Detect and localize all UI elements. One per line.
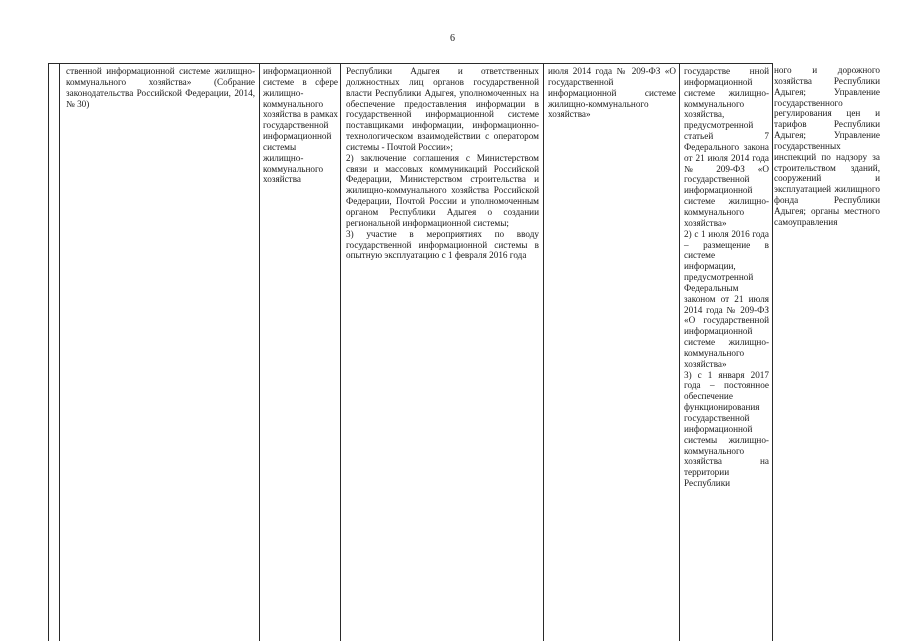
table-column-4	[341, 64, 544, 641]
table-cell-7: ного и дорожного хозяйства Республики Адыгея; Управление государственного регулирования цен и тарифов Республики Адыгея; Управление государственных инспекций по надзору за строительством зданий, сооружений и эксплуатацией жилищного фонда Республики Адыгея; органы местного самоуправления	[774, 65, 880, 227]
table-column-5	[544, 64, 680, 641]
document-table	[48, 63, 773, 641]
table-cell-3: информационной системе в сфере жилищно-коммунального хозяйства в рамках государственной информационной системы жилищно-коммунального хозяйства	[263, 66, 338, 185]
table-cell-4: Республики Адыгея и ответственных должностных лиц органов государственной власти Республики Адыгея, уполномоченных на обеспечение предоставления информации в государственной информационной системе поставщиками информации, информационно-технологическом взаимодействии с оператором системы - Почтой России»; 2) заключение соглашения с Министерством связи и массовых коммуникаций Российской Федерации, Министерством строительства и жилищно-коммунального хозяйства Российской Федерации, Почтой России и уполномоченным органом Республики Адыгея о создании региональной информационной системы; 3) участие в мероприятиях по вводу государственной информационной системы в опытную эксплуатацию с 1 февраля 2016 года	[346, 66, 539, 261]
table-column-2	[60, 64, 260, 641]
table-column-1	[49, 64, 60, 641]
table-cell-2: ственной информационной системе жилищно-коммунального хозяйства» (Собрание законодательства Российской Федерации, 2014, № 30)	[66, 66, 255, 109]
page-number: 6	[450, 33, 455, 44]
table-cell-6: государстве нной информационной системе жилищно-коммунального хозяйства, предусмотренной статьей 7 Федерального закона от 21 июля 2014 года № 209-ФЗ «О государственной информационной системе жилищно-коммунального хозяйства» 2) с 1 июля 2016 года – размещение в системе информации, предусмотренной Федеральным законом от 21 июля 2014 года № 209-ФЗ «О государственной информационной системе жилищно-коммунального хозяйства» 3) с 1 января 2017 года – постоянное обеспечение функционирования государственной информационной системы жилищно-коммунального хозяйства на территории Республики	[684, 66, 769, 489]
table-cell-5: июля 2014 года № 209-ФЗ «О государственной информационной системе жилищно-коммунального хозяйства»	[548, 66, 676, 120]
table-column-3	[260, 64, 341, 641]
table-column-6	[680, 64, 773, 641]
